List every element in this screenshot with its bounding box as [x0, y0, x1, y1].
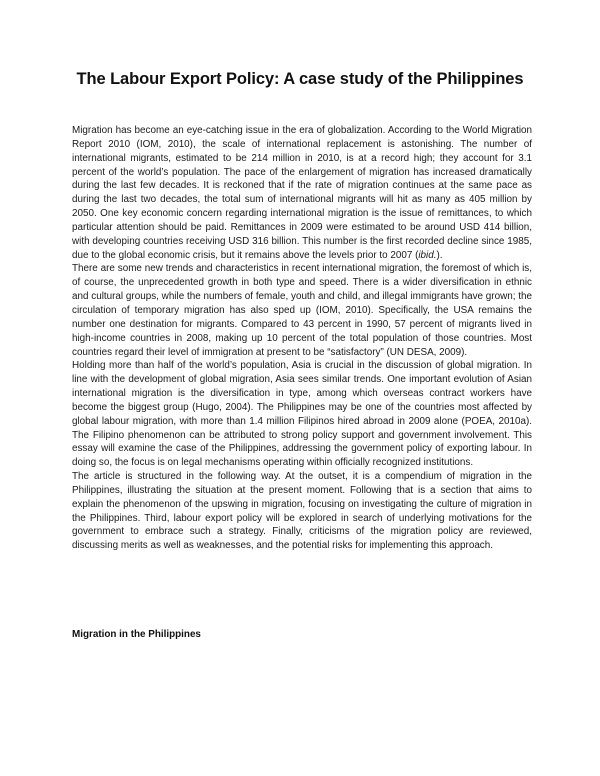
- section-heading: Migration in the Philippines: [72, 629, 201, 640]
- paragraph-3: Holding more than half of the world’s population, Asia is crucial in the discussion of global migration. In line with the development of global migration, Asia sees similar trends. One important evolution of Asian international migration is the diversification in type, among which overseas contract workers have become the biggest group (Hugo, 2004). The Philippines may be one of the countries most affected by global labour migration, with more than 1.4 million Filipinos hired abroad in 2009 alone (POEA, 2010a). The Filipino phenomenon can be attributed to strong policy support and government involvement. This essay will examine the case of the Philippines, addressing the government policy of exporting labour. In doing so, the focus is on legal mechanisms operating within officially recognized institutions.: [72, 360, 532, 469]
- paragraph-4: The article is structured in the following way. At the outset, it is a compendium of migration in the Philippines, illustrating the situation at the present moment. Following that is a section that aims to explain the phenomenon of the upswing in migration, focusing on investigating the culture of migration in the Philippines. Third, labour export policy will be explored in search of underlying motivations for the government to embrace such a strategy. Finally, criticisms of the migration policy are reviewed, discussing merits as well as weaknesses, and the potential risks for implementing this approach.: [72, 471, 532, 552]
- paragraph-1-end: ).: [436, 249, 443, 261]
- document-title: The Labour Export Policy: A case study of the Philippines: [76, 70, 524, 88]
- paragraph-1-text: Migration has become an eye-catching issue in the era of globalization. According to the World Migration Report 2010 (IOM, 2010), the scale of international replacement is astonishing. The number of international migrants, estimated to be 214 million in 2010, is at a record high; they account for 3.1 percent of the world’s population. The pace of the enlargement of migration has increased dramatically during the last few decades. It is reckoned that if the rate of migration continues at the same pace as during the last two decades, the total sum of international migrants will hit as many as 405 million by 2050. One key economic concern regarding international migration is the issue of remittances, to which particular attention should be paid. Remittances in 2009 were estimated to be around USD 414 billion, with developing countries receiving USD 316 billion. This number is the first recorded decline since 1985, due to the global economic crisis, but it remains above the levels prior to 2007 (: [72, 125, 532, 261]
- paragraph-1: [72, 124, 532, 262]
- paragraph-2: There are some new trends and characteristics in recent international migration, the foremost of which is, of course, the unprecedented growth in both type and speed. There is a wider diversification in ethnic and cultural groups, while the numbers of female, youth and child, and illegal immigrants have grown; the circulation of temporary migration has also sped up (IOM, 2010). Specifically, the USA remains the number one destination for migrants. Compared to 43 percent in 1990, 57 percent of migrants lived in high-income countries in 2008, making up 10 percent of the total population of those countries. Most countries regard their level of immigration at present to be “satisfactory” (UN DESA, 2009).: [72, 263, 532, 358]
- document-body: [72, 124, 532, 553]
- citation-ibid: ibid.: [418, 249, 437, 261]
